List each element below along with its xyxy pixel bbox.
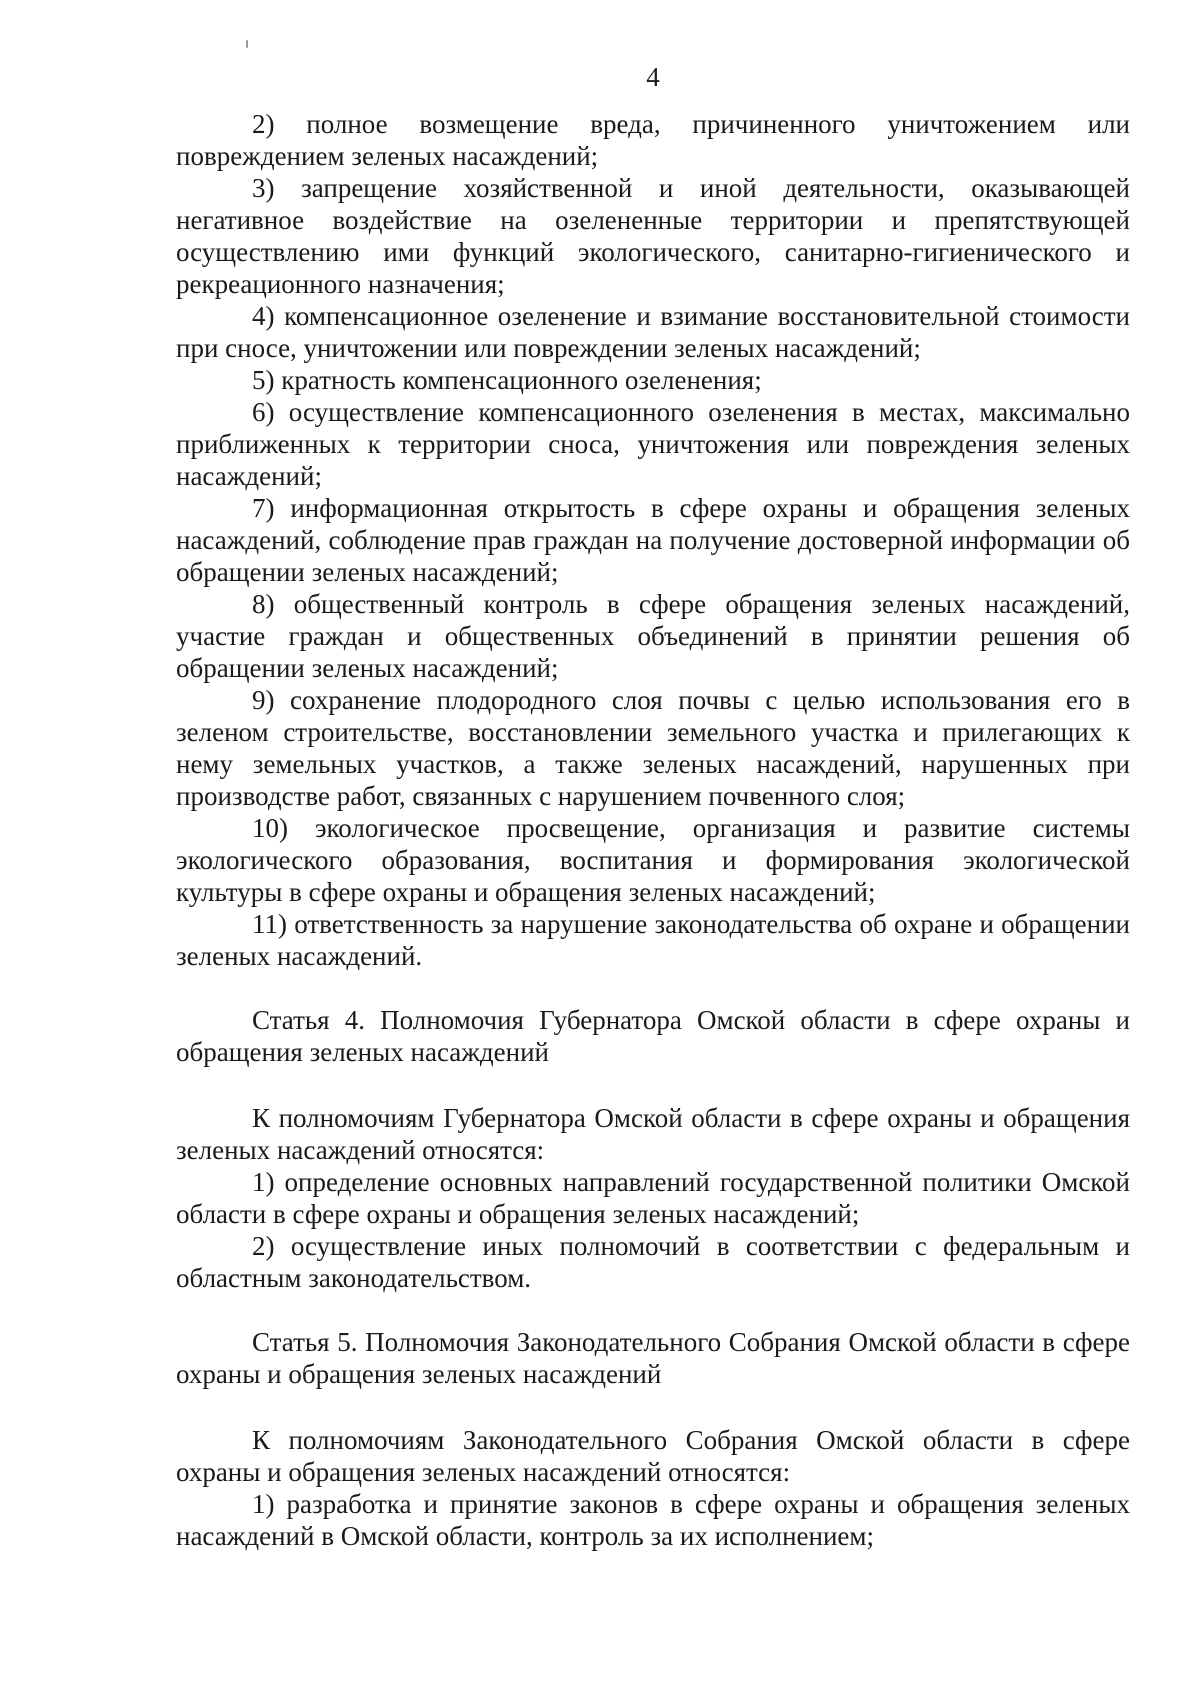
list-item: 11) ответственность за нарушение законодательства об охране и обращении зеленых насаждений. [176, 909, 1130, 971]
document-page [176, 60, 1130, 1552]
article-5 [176, 1326, 1130, 1552]
list-item: 2) осуществление иных полномочий в соответствии с федеральным и областным законодательством. [176, 1231, 1130, 1293]
page-number: 4 [646, 62, 660, 92]
list-item: 7) информационная открытость в сфере охраны и обращения зеленых насаждений, соблюдение прав граждан на получение достоверной информации об обращении зеленых насаждений; [176, 493, 1130, 587]
article-heading: Статья 4. Полномочия Губернатора Омской области в сфере охраны и обращения зеленых насаждений [176, 1005, 1130, 1067]
list-item: 5) кратность компенсационного озеленения; [252, 365, 762, 395]
scan-speck [246, 40, 248, 48]
list-item: 9) сохранение плодородного слоя почвы с целью использования его в зеленом строительстве, восстановлении земельного участка и прилегающих к нему земельных участков, а также зеленых насаждений, нарушенных при производстве работ, связанных с нарушением почвенного слоя; [176, 685, 1130, 811]
principles-list [176, 108, 1130, 972]
list-item: 10) экологическое просвещение, организация и развитие системы экологического образования, воспитания и формирования экологической культуры в сфере охраны и обращения зеленых насаждений; [176, 813, 1130, 907]
article-intro: К полномочиям Губернатора Омской области в сфере охраны и обращения зеленых насаждений относятся: [176, 1103, 1130, 1165]
list-item: 6) осуществление компенсационного озеленения в местах, максимально приближенных к территории сноса, уничтожения или повреждения зеленых насаждений; [176, 397, 1130, 491]
article-intro: К полномочиям Законодательного Собрания Омской области в сфере охраны и обращения зеленых насаждений относятся: [176, 1425, 1130, 1487]
list-item: 2) полное возмещение вреда, причиненного уничтожением или повреждением зеленых насаждений; [176, 109, 1130, 171]
list-item: 1) определение основных направлений государственной политики Омской области в сфере охраны и обращения зеленых насаждений; [176, 1167, 1130, 1229]
article-4 [176, 1004, 1130, 1294]
list-item: 3) запрещение хозяйственной и иной деятельности, оказывающей негативное воздействие на озелененные территории и препятствующей осуществлению ими функций экологического, санитарно-гигиенического и рекреационного назначения; [176, 173, 1130, 299]
list-item: 4) компенсационное озеленение и взимание восстановительной стоимости при сносе, уничтожении или повреждении зеленых насаждений; [176, 301, 1130, 363]
article-heading: Статья 5. Полномочия Законодательного Собрания Омской области в сфере охраны и обращения зеленых насаждений [176, 1327, 1130, 1389]
list-item: 8) общественный контроль в сфере обращения зеленых насаждений, участие граждан и общественных объединений в принятии решения об обращении зеленых насаждений; [176, 589, 1130, 683]
list-item: 1) разработка и принятие законов в сфере охраны и обращения зеленых насаждений в Омской области, контроль за их исполнением; [176, 1489, 1130, 1551]
